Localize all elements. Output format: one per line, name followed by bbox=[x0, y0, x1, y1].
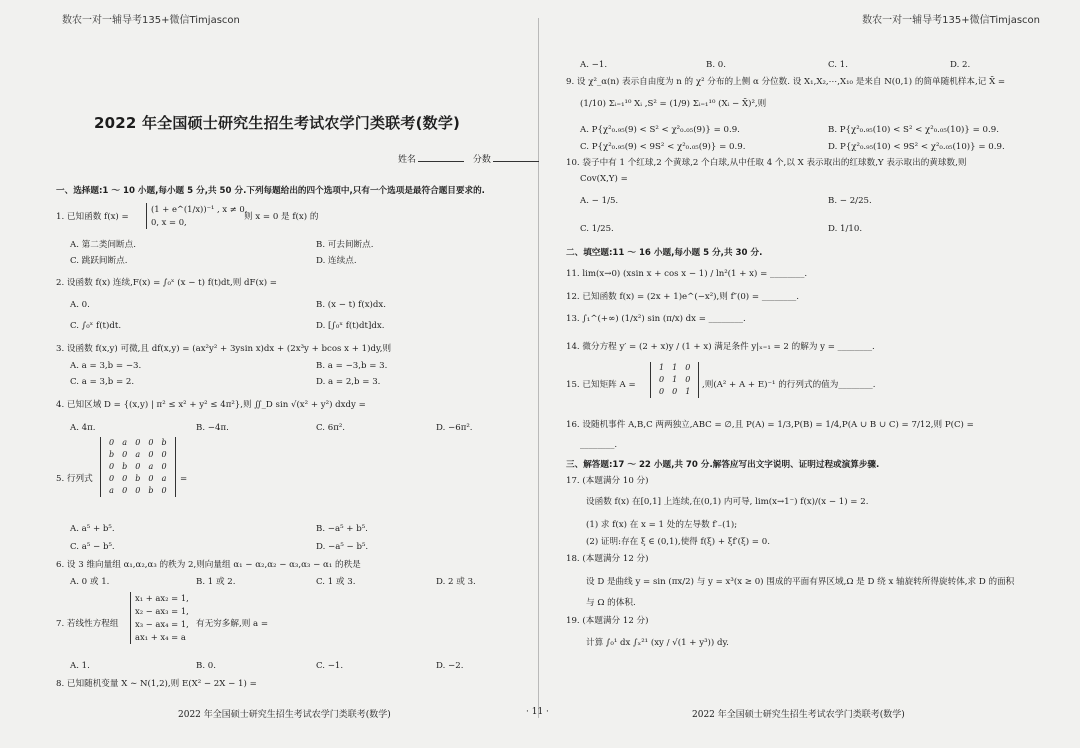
section-3-heading: 三、解答题:17 ～ 22 小题,共 70 分.解答应写出文字说明、证明过程或演算步骤. bbox=[566, 460, 880, 470]
question-9-cont: (1/10) Σᵢ₌₁¹⁰ Xᵢ ,S² = (1/9) Σᵢ₌₁¹⁰ (Xᵢ − X̄)²,则 bbox=[580, 99, 767, 109]
watermark-left: 数农一对一辅导考135+微信Timjascon bbox=[62, 15, 240, 26]
q5-determinant-cell: a bbox=[135, 450, 141, 459]
name-blank bbox=[418, 152, 464, 162]
q2-option-c: C. ∫₀ˣ f(t)dt. bbox=[70, 321, 122, 331]
q5-determinant-row bbox=[105, 461, 171, 473]
q19-statement: 计算 ∫₀¹ dx ∫ₓ²¹ (xy / √(1 + y³)) dy. bbox=[586, 638, 729, 648]
q5-determinant-cell: 0 bbox=[109, 438, 115, 447]
q5-determinant-cell: 0 bbox=[122, 450, 128, 459]
q4-option-d: D. −6π². bbox=[436, 423, 473, 433]
q2-option-b: B. (x − t) f(x)dx. bbox=[316, 300, 386, 310]
q5-determinant-cell: b bbox=[148, 486, 154, 495]
question-8: 8. 已知随机变量 X ∼ N(1,2),则 E(X² − 2X − 1) = bbox=[56, 679, 257, 689]
q2-option-a: A. 0. bbox=[70, 300, 90, 310]
q5-determinant-cell: a bbox=[161, 474, 167, 483]
q15-matrix-row bbox=[655, 374, 694, 386]
q4-option-b: B. −4π. bbox=[196, 423, 229, 433]
q5-determinant-cell: 0 bbox=[135, 462, 141, 471]
q7-option-b: B. 0. bbox=[196, 661, 216, 671]
q15-tail: ,则(A² + A + E)⁻¹ 的行列式的值为________. bbox=[702, 380, 876, 390]
footer-left: 2022 年全国硕士研究生招生考试农学门类联考(数学) bbox=[178, 710, 391, 720]
q5-determinant bbox=[100, 437, 176, 497]
question-16: 16. 设随机事件 A,B,C 两两独立,ABC = ∅,且 P(A) = 1/3,P(B) = 1/4,P(A ∪ B ∪ C) = 7/12,则 P(C) = bbox=[566, 420, 974, 430]
q7-option-c: C. −1. bbox=[316, 661, 344, 671]
footer-right: 2022 年全国硕士研究生招生考试农学门类联考(数学) bbox=[692, 710, 905, 720]
score-blank bbox=[493, 152, 539, 162]
question-10-cont: Cov(X,Y) = bbox=[580, 174, 628, 184]
question-19: 19. (本题满分 12 分) bbox=[566, 616, 649, 626]
q5-determinant-cell: 0 bbox=[135, 438, 141, 447]
question-6: 6. 设 3 维向量组 α₁,α₂,α₃ 的秩为 2,则向量组 α₁ − α₂,α₂ − α₃,α₃ − α₁ 的秩是 bbox=[56, 560, 361, 570]
exam-title: 2022 年全国硕士研究生招生考试农学门类联考(数学) bbox=[94, 114, 461, 132]
q17-part-2: (2) 证明:存在 ξ ∈ (0,1),使得 f(ξ) + ξf′(ξ) = 0. bbox=[586, 537, 770, 547]
q18-statement: 设 D 是曲线 y = sin (πx/2) 与 y = x³(x ≥ 0) 围成的平面有界区域,Ω 是 D 绕 x 轴旋转所得旋转体,求 D 的面积 bbox=[586, 577, 1015, 587]
q15-matrix-row bbox=[655, 362, 694, 374]
q15-matrix-row bbox=[655, 386, 694, 398]
q5-determinant-cell: b bbox=[161, 438, 167, 447]
q5-determinant-cell: b bbox=[109, 450, 115, 459]
q15-matrix-cell: 0 bbox=[685, 363, 691, 372]
q6-option-d: D. 2 或 3. bbox=[436, 577, 476, 587]
q5-determinant-cell: 0 bbox=[161, 462, 167, 471]
q1-tail: 则 x = 0 是 f(x) 的 bbox=[244, 212, 319, 222]
q15-matrix-cell: 0 bbox=[659, 375, 665, 384]
q6-option-a: A. 0 或 1. bbox=[70, 577, 110, 587]
name-label: 姓名 bbox=[398, 155, 417, 165]
q8-option-d: D. 2. bbox=[950, 60, 971, 70]
q3-option-d: D. a = 2,b = 3. bbox=[316, 377, 381, 387]
q5-determinant-cell: 0 bbox=[161, 450, 167, 459]
q5-determinant-cell: 0 bbox=[109, 474, 115, 483]
q5-equals: = bbox=[180, 474, 188, 484]
score-label: 分数 bbox=[472, 155, 491, 165]
q7-equation: x₁ + ax₂ = 1, bbox=[135, 593, 189, 603]
question-9: 9. 设 χ²_α(n) 表示自由度为 n 的 χ² 分布的上侧 α 分位数. 设 X₁,X₂,⋯,X₁₀ 是来自 N(0,1) 的简单随机样本,记 X̄ = bbox=[566, 77, 1006, 87]
q5-determinant-cell: b bbox=[135, 474, 141, 483]
q15-matrix-cell: 1 bbox=[672, 363, 678, 372]
q15-matrix-cell: 0 bbox=[685, 375, 691, 384]
section-2-heading: 二、填空题:11 ～ 16 小题,每小题 5 分,共 30 分. bbox=[566, 248, 763, 258]
question-1: 1. 已知函数 f(x) = bbox=[56, 212, 129, 222]
question-7: 7. 若线性方程组 bbox=[56, 619, 119, 629]
q7-equation: x₃ − ax₄ = 1, bbox=[135, 619, 189, 630]
question-14: 14. 微分方程 y′ = (2 + x)y / (1 + x) 满足条件 y|ₓ₌₁ = 2 的解为 y = ________. bbox=[566, 342, 875, 352]
q5-determinant-cell: 0 bbox=[148, 438, 154, 447]
q9-option-d: D. P{χ²₀.₉₅(10) < 9S² < χ²₀.₀₅(10)} = 0.9. bbox=[828, 142, 1005, 152]
q4-option-a: A. 4π. bbox=[70, 423, 96, 433]
q15-matrix-grid bbox=[655, 362, 694, 398]
q7-option-a: A. 1. bbox=[70, 661, 90, 671]
q5-determinant-cell: 0 bbox=[148, 474, 154, 483]
q5-option-d: D. −a⁵ − b⁵. bbox=[316, 542, 369, 552]
question-2: 2. 设函数 f(x) 连续,F(x) = ∫₀ˣ (x − t) f(t)dt,则 dF(x) = bbox=[56, 278, 278, 288]
question-10: 10. 袋子中有 1 个红球,2 个黄球,2 个白球,从中任取 4 个,以 X 表示取出的红球数,Y 表示取出的黄球数,则 bbox=[566, 158, 967, 168]
question-12: 12. 已知函数 f(x) = (2x + 1)e^(−x²),则 f″(0) = ________. bbox=[566, 292, 799, 302]
question-11: 11. lim(x→0) (xsin x + cos x − 1) / ln²(1 + x) = ________. bbox=[566, 269, 808, 279]
q10-option-b: B. − 2/25. bbox=[828, 196, 872, 206]
q4-option-c: C. 6π². bbox=[316, 423, 346, 433]
q10-option-d: D. 1/10. bbox=[828, 224, 863, 234]
q5-determinant-cell: 0 bbox=[161, 486, 167, 495]
q8-option-a: A. −1. bbox=[580, 60, 608, 70]
q5-determinant-cell: a bbox=[122, 438, 128, 447]
q15-matrix-cell: 0 bbox=[672, 387, 678, 396]
q15-matrix-a bbox=[650, 362, 699, 398]
q1-option-d: D. 连续点. bbox=[316, 256, 357, 266]
q17-statement: 设函数 f(x) 在[0,1] 上连续,在(0,1) 内可导, lim(x→1⁻) f(x)/(x − 1) = 2. bbox=[586, 497, 869, 507]
question-17: 17. (本题满分 10 分) bbox=[566, 476, 649, 486]
q5-determinant-cell: b bbox=[122, 462, 128, 471]
q5-determinant-cell: a bbox=[109, 486, 114, 495]
q7-tail: 有无穷多解,则 a = bbox=[196, 619, 269, 629]
question-18: 18. (本题满分 12 分) bbox=[566, 554, 649, 564]
q15-matrix-cell: 1 bbox=[685, 387, 691, 396]
q3-option-b: B. a = −3,b = 3. bbox=[316, 361, 388, 371]
q7-equation-system bbox=[130, 592, 189, 644]
q15-matrix-cell: 1 bbox=[672, 375, 678, 384]
q5-determinant-row bbox=[105, 449, 171, 461]
question-4: 4. 已知区域 D = {(x,y) | π² ≤ x² + y² ≤ 4π²},则 ∬_D sin √(x² + y²) dxdy = bbox=[56, 400, 366, 410]
q5-determinant-cell: 0 bbox=[135, 486, 141, 495]
question-16-cont: ________. bbox=[580, 440, 618, 450]
q5-determinant-row bbox=[105, 473, 171, 485]
question-13: 13. ∫₁^(+∞) (1/x²) sin (π/x) dx = ________. bbox=[566, 314, 746, 324]
q5-option-b: B. −a⁵ + b⁵. bbox=[316, 524, 368, 534]
q9-option-c: C. P{χ²₀.₉₅(9) < 9S² < χ²₀.₀₅(9)} = 0.9. bbox=[580, 142, 746, 152]
q1-option-c: C. 跳跃间断点. bbox=[70, 256, 128, 266]
q3-option-c: C. a = 3,b = 2. bbox=[70, 377, 135, 387]
q6-option-c: C. 1 或 3. bbox=[316, 577, 356, 587]
question-3: 3. 设函数 f(x,y) 可微,且 df(x,y) = (ax²y² + 3ysin x)dx + (2x³y + bcos x + 1)dy,则 bbox=[56, 344, 392, 354]
q7-equation: ax₁ + x₄ = a bbox=[135, 632, 186, 643]
q7-option-d: D. −2. bbox=[436, 661, 464, 671]
q1-case-1: (1 + e^(1/x))⁻¹ , x ≠ 0, bbox=[151, 204, 248, 214]
q5-determinant-grid bbox=[105, 437, 171, 497]
q8-option-c: C. 1. bbox=[828, 60, 848, 70]
q1-piecewise bbox=[146, 203, 247, 229]
name-score-bar bbox=[398, 152, 545, 165]
q5-determinant-row bbox=[105, 437, 171, 449]
question-5: 5. 行列式 bbox=[56, 474, 93, 484]
q7-equation: x₂ − ax₃ = 1, bbox=[135, 606, 189, 617]
q9-option-b: B. P{χ²₀.₉₅(10) < S² < χ²₀.₀₅(10)} = 0.9. bbox=[828, 125, 999, 135]
q3-option-a: A. a = 3,b = −3. bbox=[70, 361, 142, 371]
q5-determinant-row bbox=[105, 485, 171, 497]
q5-determinant-cell: a bbox=[148, 462, 154, 471]
q18-statement-cont: 与 Ω 的体积. bbox=[586, 598, 636, 608]
q5-option-a: A. a⁵ + b⁵. bbox=[70, 524, 115, 534]
q5-determinant-cell: 0 bbox=[148, 450, 154, 459]
q1-option-b: B. 可去间断点. bbox=[316, 240, 374, 250]
q5-option-c: C. a⁵ − b⁵. bbox=[70, 542, 115, 552]
q1-case-2: 0, x = 0, bbox=[151, 217, 187, 228]
column-divider bbox=[538, 18, 539, 718]
q15-matrix-cell: 0 bbox=[659, 387, 665, 396]
section-1-heading: 一、选择题:1 ～ 10 小题,每小题 5 分,共 50 分.下列每题给出的四个选项中,只有一个选项是最符合题目要求的. bbox=[56, 186, 485, 196]
q10-option-c: C. 1/25. bbox=[580, 224, 614, 234]
q17-part-1: (1) 求 f(x) 在 x = 1 处的左导数 f′₋(1); bbox=[586, 520, 738, 530]
q2-option-d: D. [∫₀ˣ f(t)dt]dx. bbox=[316, 321, 385, 331]
question-15: 15. 已知矩阵 A = bbox=[566, 380, 636, 390]
q5-determinant-cell: 0 bbox=[122, 486, 128, 495]
q15-matrix-cell: 1 bbox=[659, 363, 665, 372]
q1-option-a: A. 第二类间断点. bbox=[70, 240, 136, 250]
q8-option-b: B. 0. bbox=[706, 60, 726, 70]
q9-option-a: A. P{χ²₀.₉₅(9) < S² < χ²₀.₀₅(9)} = 0.9. bbox=[580, 125, 740, 135]
q6-option-b: B. 1 或 2. bbox=[196, 577, 236, 587]
footer-page-number: · 11 · bbox=[526, 707, 549, 717]
q10-option-a: A. − 1/5. bbox=[580, 196, 619, 206]
q5-determinant-cell: 0 bbox=[122, 474, 128, 483]
q5-determinant-cell: 0 bbox=[109, 462, 115, 471]
watermark-right: 数农一对一辅导考135+微信Timjascon bbox=[862, 15, 1040, 26]
